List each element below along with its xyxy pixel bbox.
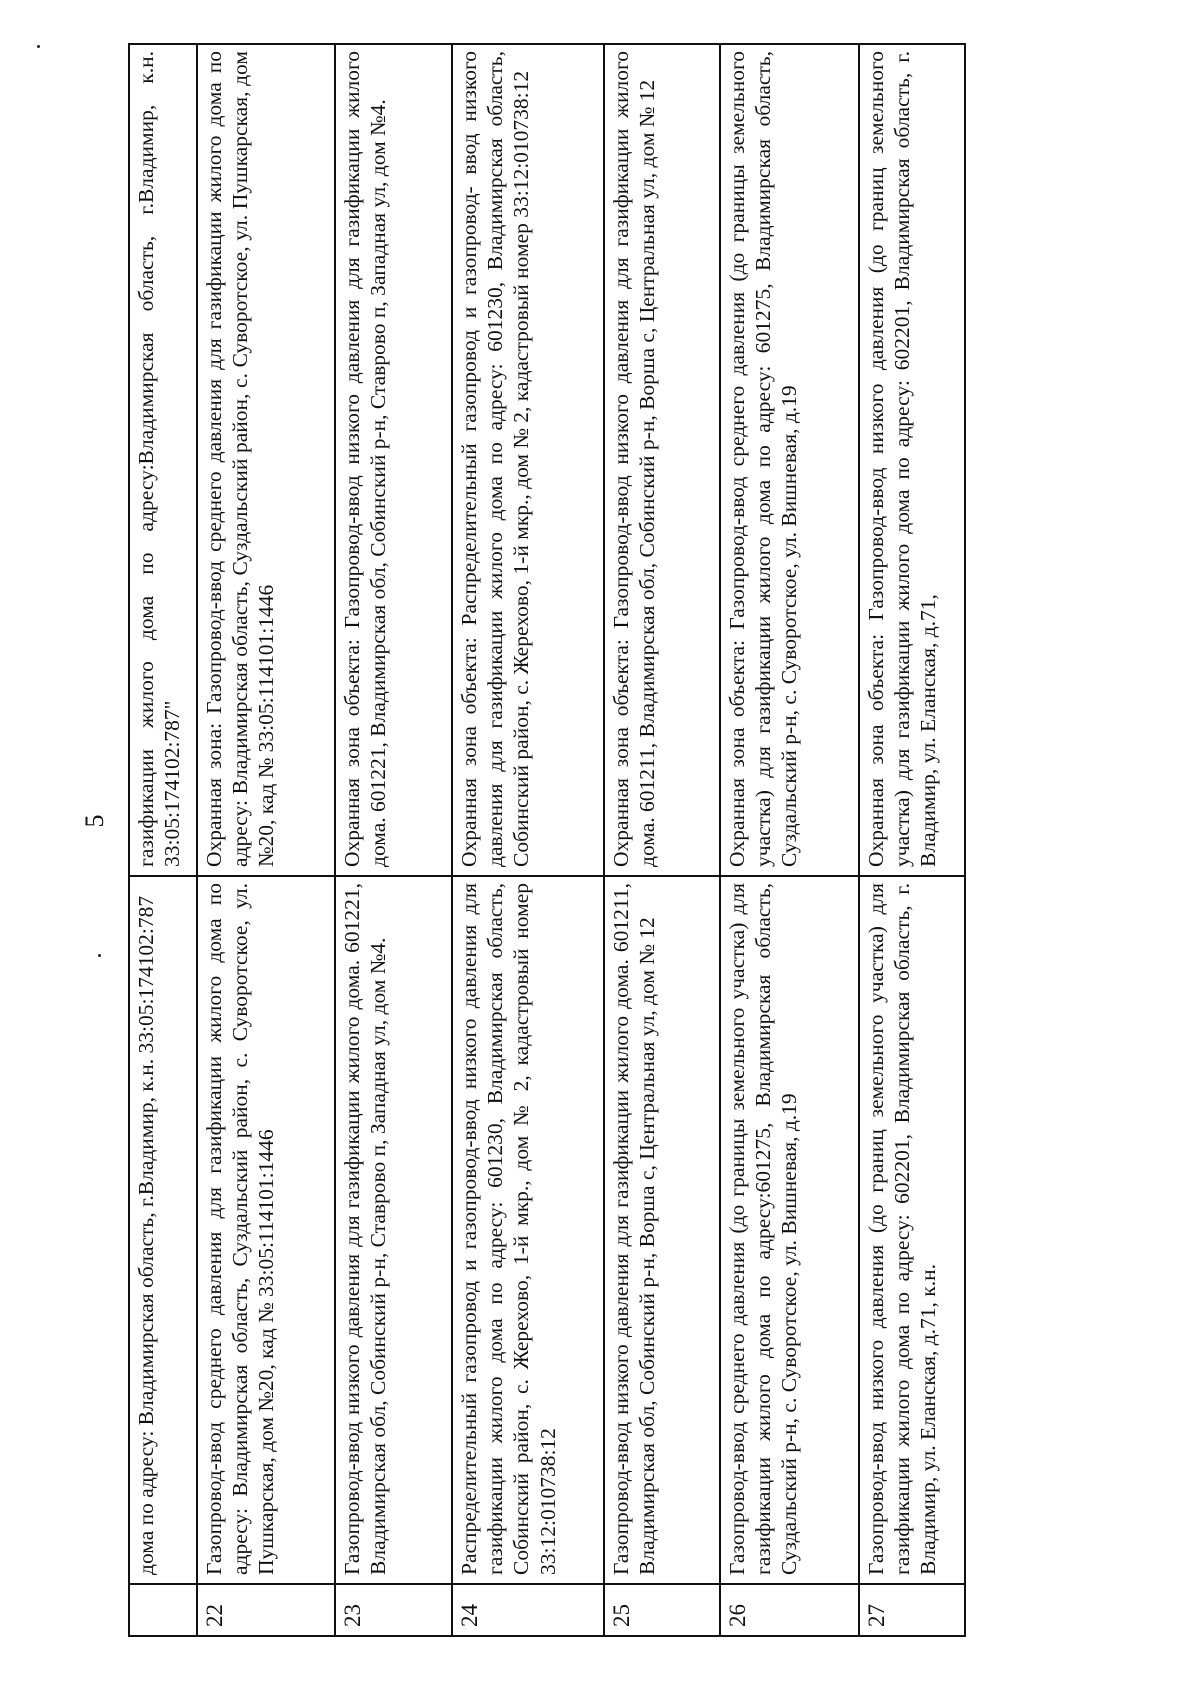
row-number-cell — [129, 1584, 197, 1636]
rotated-table-container — [128, 45, 964, 1637]
table-row — [452, 44, 604, 1636]
row-number-cell: 25 — [604, 1584, 720, 1636]
object-cell — [197, 876, 335, 1584]
row-number-cell: 27 — [859, 1584, 965, 1636]
row-number-cell: 22 — [197, 1584, 335, 1636]
object-cell — [452, 876, 604, 1584]
object-description: Газопровод-ввод среднего давления (до границы земельного участка) для газификации жилого дома по адресу:601275, Владимирская область, Суздальский р-н, с. Суворотское, ул. Вишневая, д.19 — [725, 883, 802, 1575]
object-description: Газопровод-ввод низкого давления для газификации жилого дома. 601211, Владимирская обл, Собинский р-н, Ворша с, Центральная ул, дом № 12 — [609, 883, 660, 1575]
row-number-cell: 24 — [452, 1584, 604, 1636]
table-row — [720, 44, 859, 1636]
object-description: Газопровод-ввод низкого давления для газификации жилого дома. 601221, Владимирская обл, Собинский р-н, Ставрово п, Западная ул, дом №4. — [340, 883, 391, 1575]
zone-cell — [197, 44, 335, 876]
protection-zone-description: Охранная зона объекта: Газопровод-ввод низкого давления для газификации жилого дома. 601221, Владимирская обл, Собинский р-н, Ставрово п, Западная ул, дом №4. — [340, 51, 391, 867]
protection-zone-description: Охранная зона объекта: Распределительный газопровод и газопровод- ввод низкого давления для газификации жилого дома по адресу: 601230, Владимирская область, Собинский район, с. Жерехово, 1-й мкр., дом № 2, кадастровый номер 33:12:010738:12 — [457, 51, 534, 867]
zone-cell — [335, 44, 452, 876]
table-row — [197, 44, 335, 1636]
scan-speck — [37, 45, 40, 48]
zone-cell — [720, 44, 859, 876]
protection-zone-description: Охранная зона объекта: Газопровод-ввод среднего давления (до границы земельного участка) для газификации жилого дома по адресу: 601275, Владимирская область, Суздальский р-н, с. Суворотское, ул. Вишневая, д.19 — [725, 51, 802, 867]
object-cell — [720, 876, 859, 1584]
object-description: Газопровод-ввод среднего давления для газификации жилого дома по адресу: Владимирская область, Суздальский район, с. Суворотское, ул. Пушкарская, дом №20, кад № 33:05:114101:1446 — [202, 883, 279, 1575]
protection-zone-description: Охранная зона объекта: Газопровод-ввод низкого давления (до границ земельного участка) для газификации жилого дома по адресу: 602201, Владимирская область, г. Владимир, ул. Еланская, д.71, — [864, 51, 941, 867]
object-description: Газопровод-ввод низкого давления (до границ земельного участка) для газификации жилого дома по адресу: 602201, Владимирская область, г. Владимир, ул. Еланская, д.71, к.н. — [864, 883, 941, 1575]
object-description: Распределительный газопровод и газопровод-ввод низкого давления для газификации жилого дома по адресу: 601230, Владимирская область, Собинский район, с. Жерехово, 1-й мкр., дом № 2, кадастровый номер 33:12:010738:12 — [457, 883, 560, 1575]
gas-pipeline-table — [128, 43, 966, 1637]
protection-zone-description: газификации жилого дома по адресу:Владимирская область, г.Владимир, к.н. 33:05:174102:787" — [134, 51, 185, 867]
protection-zone-description: Охранная зона: Газопровод-ввод среднего давления для газификации жилого дома по адресу: Владимирская область, Суздальский район, с. Суворотское, ул. Пушкарская, дом №20, кад № 33:05:114101:1446 — [202, 51, 279, 867]
object-cell — [604, 876, 720, 1584]
row-number-cell: 26 — [720, 1584, 859, 1636]
table-row — [129, 44, 197, 1636]
object-cell — [129, 876, 197, 1584]
zone-cell — [129, 44, 197, 876]
page-number: 5 — [80, 814, 109, 828]
table-row — [335, 44, 452, 1636]
object-description: дома по адресу: Владимирская область, г.Владимир, к.н. 33:05:174102:787 — [134, 895, 158, 1575]
zone-cell — [452, 44, 604, 876]
table-row — [859, 44, 965, 1636]
zone-cell — [604, 44, 720, 876]
object-cell — [859, 876, 965, 1584]
row-number-cell: 23 — [335, 1584, 452, 1636]
object-cell — [335, 876, 452, 1584]
table-row — [604, 44, 720, 1636]
zone-cell — [859, 44, 965, 876]
scan-speck — [98, 954, 101, 957]
protection-zone-description: Охранная зона объекта: Газопровод-ввод низкого давления для газификации жилого дома. 601211, Владимирская обл, Собинский р-н, Ворша с, Центральная ул, дом № 12 — [609, 51, 660, 867]
